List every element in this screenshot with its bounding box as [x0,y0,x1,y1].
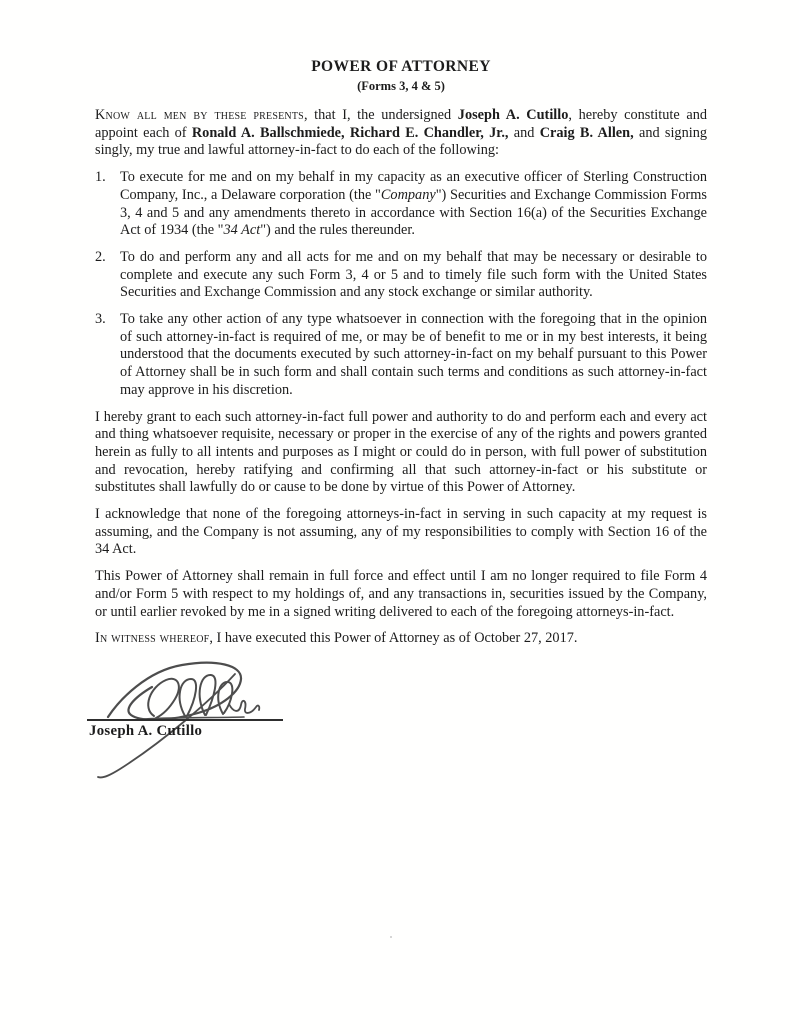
intro-paragraph [95,107,707,160]
intro-run-1: , that I, the undersigned [303,107,458,123]
witness-paragraph [95,630,707,648]
scan-speck [390,936,392,938]
list-item-1-number: 1. [95,169,106,186]
list-item-1 [95,169,707,240]
signature-name: Joseph A. Cutillo [89,722,203,739]
witness-leadin: In witness whereof [95,630,210,647]
paragraph-acknowledge: I acknowledge that none of the foregoing attorneys-in-fact in serving in such capacity at my request is assuming, and the Company is not assuming, any of my responsibilities to comply with Section 16 of the 34 Act. [95,506,707,558]
list-item-2-text: To do and perform any and all acts for me and on my behalf that may be necessary or desirable to complete and execute any such Form 3, 4 or 5 and to timely file such form with the United States Securities and Exchange Commission and any stock exchange or similar authority. [120,248,707,301]
signature-line [87,719,283,721]
principal-name: Joseph A. Cutillo [457,107,569,123]
intro-run-2: , hereby constitute and appoint each of [95,107,707,141]
attorney-names-1: Ronald A. Ballschmiede, Richard E. Chandler, Jr., [191,124,509,141]
attorney-name-2: Craig B. Allen, [539,124,634,141]
list-item-2 [95,249,707,302]
defined-term-34act: 34 Act [223,222,261,239]
item1-run-2: ") Securities and Exchange Commission Forms 3, 4 and 5 and any amendments thereto in accordance with Section 16(a) of the Securities Exchange Act of 1934 (the " [120,186,707,239]
paragraph-duration: This Power of Attorney shall remain in full force and effect until I am no longer required to file Form 4 and/or Form 5 with respect to my holdings of, and any transactions in, securities issued by the Company, or until earlier revoked by me in a signed writing delivered to each of the foregoing attorneys-in-fact. [95,568,707,620]
defined-term-company: Company [380,186,436,203]
document-title: POWER OF ATTORNEY [311,58,491,75]
intro-leadin: Know all men by these presents [95,107,304,123]
witness-run: , I have executed this Power of Attorney as of October 27, 2017. [209,630,578,647]
list-item-3 [95,311,707,400]
signature-block [87,657,387,797]
item1-run-1: To execute for me and on my behalf in my capacity as an executive officer of Sterling Construction Company, Inc., a Delaware corporation (the " [120,169,707,203]
document-subtitle: (Forms 3, 4 & 5) [357,79,445,93]
intro-run-4: and signing singly, my true and lawful attorney-in-fact to do each of the following: [95,124,708,159]
signature-ink-icon [87,657,317,787]
list-item-3-number: 3. [95,311,106,328]
document-content [89,58,708,797]
paragraph-grant: I hereby grant to each such attorney-in-fact full power and authority to do and perform each and every act and thing whatsoever requisite, necessary or proper in the exercise of any of the rights and powers granted herein as fully to all intents and purposes as I might or could do in person, with full power of substitution and revocation, hereby ratifying and confirming all that such attorney-in-fact or his substitute or substitutes shall lawfully do or cause to be done by virtue of this Power of Attorney. [95,408,707,496]
list-item-1-text [120,169,707,240]
item1-run-3: ") and the rules thereunder. [260,222,415,239]
list-item-3-text: To take any other action of any type whatsoever in connection with the foregoing that in the opinion of such attorney-in-fact is required of me, or may be of benefit to me or in my best interests, it being understood that the documents executed by such attorney-in-fact on my behalf pursuant to this Power of Attorney shall be in such form and shall contain such terms and conditions as such attorney-in-fact may approve in his discretion. [120,311,707,398]
intro-run-3: and [508,124,540,141]
list-item-2-number: 2. [95,248,106,265]
